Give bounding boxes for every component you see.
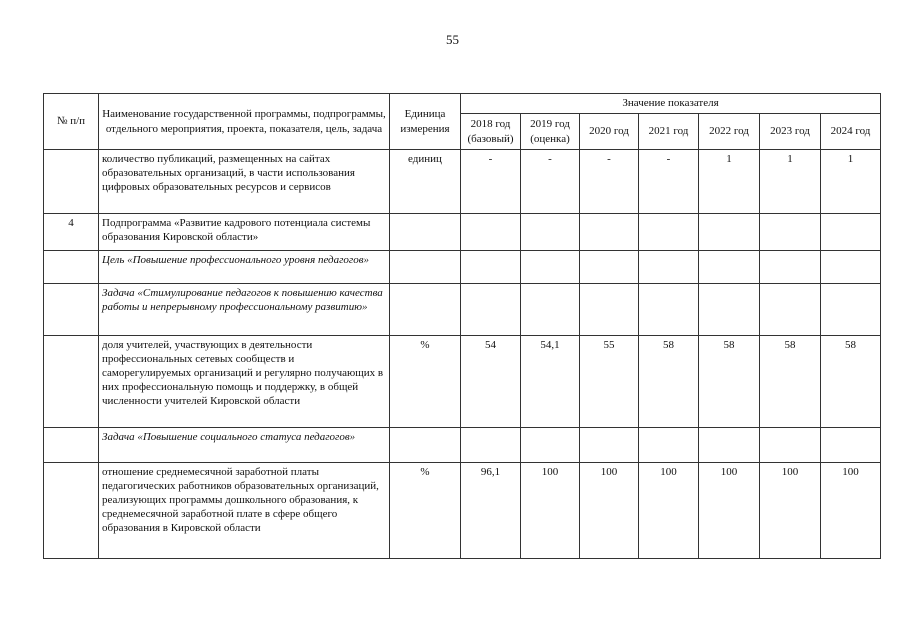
table-row — [44, 251, 881, 284]
row-value — [521, 214, 580, 251]
row-unit — [390, 428, 461, 463]
row-value — [821, 214, 881, 251]
row-value: 100 — [821, 463, 881, 559]
row-unit: единиц — [390, 150, 461, 214]
row-name: доля учителей, участвующих в деятельности профессиональных сетевых сообществ и саморегулируемых организаций и регулярно получающих в них профессиональную помощь и поддержку, в общей численности учителей Кировской области — [99, 336, 390, 428]
row-value: 1 — [699, 150, 760, 214]
table-row — [44, 428, 881, 463]
row-number — [44, 150, 99, 214]
row-value — [821, 251, 881, 284]
row-value: 100 — [639, 463, 699, 559]
row-name: Задача «Стимулирование педагогов к повышению качества работы и непрерывному профессиональному развитию» — [99, 284, 390, 336]
row-value: 54,1 — [521, 336, 580, 428]
row-name: Задача «Повышение социального статуса педагогов» — [99, 428, 390, 463]
col-header-unit: Единица измерения — [390, 94, 461, 150]
row-name: Цель «Повышение профессионального уровня педагогов» — [99, 251, 390, 284]
row-number — [44, 251, 99, 284]
row-value: 58 — [821, 336, 881, 428]
row-value — [699, 284, 760, 336]
row-unit: % — [390, 336, 461, 428]
row-value — [639, 214, 699, 251]
table-row — [44, 284, 881, 336]
row-value — [461, 428, 521, 463]
col-header-year: 2019 год (оценка) — [521, 114, 580, 150]
row-value — [521, 428, 580, 463]
row-number — [44, 463, 99, 559]
row-value — [821, 284, 881, 336]
row-value: 54 — [461, 336, 521, 428]
row-number: 4 — [44, 214, 99, 251]
table-row — [44, 214, 881, 251]
row-unit: % — [390, 463, 461, 559]
row-number — [44, 284, 99, 336]
col-header-year: 2023 год — [760, 114, 821, 150]
row-value — [760, 214, 821, 251]
indicators-table — [43, 93, 881, 559]
col-header-name: Наименование государственной программы, подпрограммы, отдельного мероприятия, проекта, показателя, цель, задача — [99, 94, 390, 150]
row-value: - — [580, 150, 639, 214]
row-value: 55 — [580, 336, 639, 428]
row-value: 1 — [821, 150, 881, 214]
row-value: - — [461, 150, 521, 214]
row-unit — [390, 284, 461, 336]
row-value — [461, 284, 521, 336]
row-value: - — [639, 150, 699, 214]
row-value — [821, 428, 881, 463]
row-value: 1 — [760, 150, 821, 214]
row-value — [699, 251, 760, 284]
row-value — [639, 284, 699, 336]
row-value — [699, 428, 760, 463]
col-header-year: 2020 год — [580, 114, 639, 150]
col-header-values: Значение показателя — [461, 94, 881, 114]
row-value — [639, 428, 699, 463]
row-name: Подпрограмма «Развитие кадрового потенциала системы образования Кировской области» — [99, 214, 390, 251]
table-row — [44, 463, 881, 559]
row-value: 58 — [760, 336, 821, 428]
row-value — [760, 251, 821, 284]
row-name: отношение среднемесячной заработной платы педагогических работников образовательных организаций, реализующих программы дошкольного образования, к среднемесячной заработной плате в сфере общего образования в Кировской области — [99, 463, 390, 559]
row-value — [521, 284, 580, 336]
row-value: 58 — [639, 336, 699, 428]
row-number — [44, 336, 99, 428]
row-value — [580, 284, 639, 336]
row-value — [639, 251, 699, 284]
row-value — [699, 214, 760, 251]
row-value — [760, 284, 821, 336]
col-header-year: 2024 год — [821, 114, 881, 150]
col-header-number: № п/п — [44, 94, 99, 150]
row-value — [580, 428, 639, 463]
row-value: 100 — [699, 463, 760, 559]
row-number — [44, 428, 99, 463]
table-row — [44, 336, 881, 428]
row-value: 96,1 — [461, 463, 521, 559]
row-unit — [390, 251, 461, 284]
row-value: 58 — [699, 336, 760, 428]
col-header-year: 2022 год — [699, 114, 760, 150]
row-value: 100 — [760, 463, 821, 559]
row-value — [521, 251, 580, 284]
col-header-year: 2018 год (базовый) — [461, 114, 521, 150]
row-unit — [390, 214, 461, 251]
row-name: количество публикаций, размещенных на сайтах образовательных организаций, в части использования цифровых образовательных ресурсов и сервисов — [99, 150, 390, 214]
table-row — [44, 150, 881, 214]
row-value: 100 — [521, 463, 580, 559]
row-value — [580, 251, 639, 284]
row-value: 100 — [580, 463, 639, 559]
row-value — [461, 251, 521, 284]
row-value: - — [521, 150, 580, 214]
row-value — [760, 428, 821, 463]
row-value — [580, 214, 639, 251]
col-header-year: 2021 год — [639, 114, 699, 150]
row-value — [461, 214, 521, 251]
page-number: 55 — [446, 32, 459, 47]
